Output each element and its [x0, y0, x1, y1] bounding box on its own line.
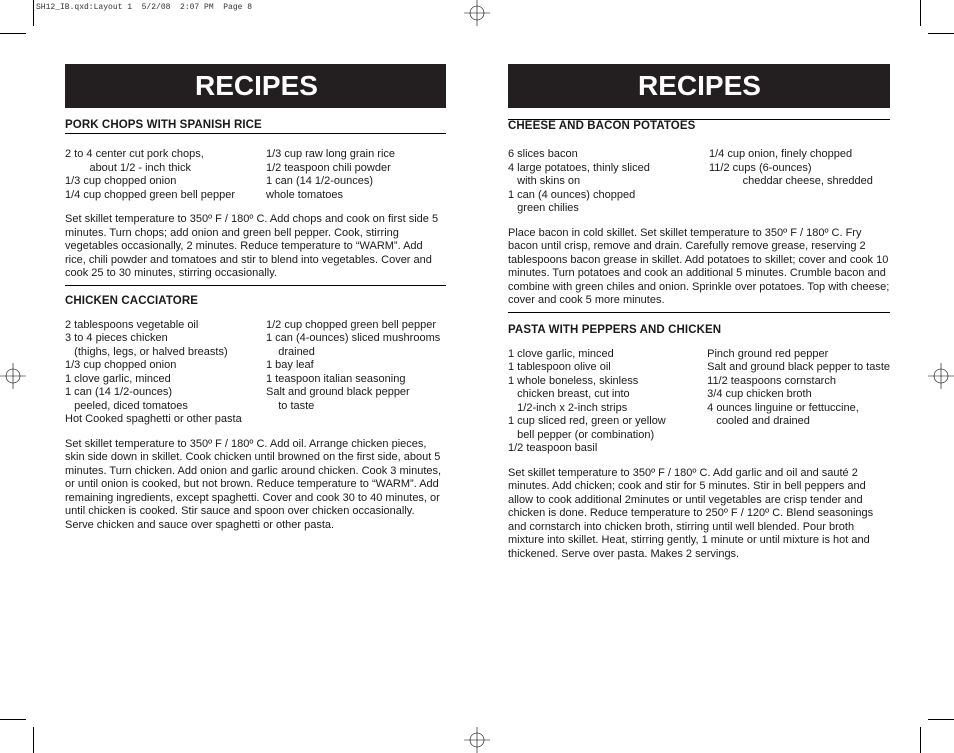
ingredient-column	[266, 148, 395, 202]
ingredient-line: 3 to 4 pieces chicken	[65, 332, 168, 344]
ingredient-line: 11/2 cups (6-ounces)	[709, 161, 812, 174]
crop-mark	[0, 33, 26, 34]
page-banner: RECIPES	[508, 64, 890, 108]
registration-mark-icon	[464, 0, 490, 26]
ingredient-column	[508, 148, 709, 216]
ingredient-line: bell pepper (or combination)	[508, 428, 655, 441]
ingredient-line: whole tomatoes	[266, 188, 344, 201]
right-page	[508, 64, 890, 561]
ingredient-line: 4 large potatoes, thinly sliced	[508, 161, 650, 174]
ingredient-line: peeled, diced tomatoes	[65, 399, 188, 412]
crop-mark	[928, 719, 954, 720]
ingredient-column	[709, 148, 873, 216]
ingredient-line: 6 slices bacon	[508, 148, 578, 160]
ingredient-column	[65, 148, 266, 202]
recipe-chicken-cacciatore	[65, 295, 446, 533]
crop-mark	[920, 0, 921, 26]
ingredient-line: 1/4 cup chopped green bell pepper	[65, 188, 236, 201]
registration-mark-icon	[464, 727, 490, 753]
ingredient-line: 1 tablespoon olive oil	[508, 361, 611, 373]
ingredient-line: Pinch ground red pepper	[707, 347, 829, 360]
ingredient-line: with skins on	[508, 175, 581, 187]
left-page	[65, 64, 446, 532]
ingredient-line: 1 bay leaf	[266, 359, 314, 371]
ingredient-column	[65, 319, 266, 427]
ingredient-column	[508, 348, 707, 456]
ingredient-line: 1 can (14 1/2-ounces)	[65, 386, 173, 398]
ingredients	[508, 148, 890, 216]
ingredient-line: 1/2 teaspoon chili powder	[266, 161, 391, 174]
ingredients	[508, 348, 890, 456]
ingredient-line: Salt and ground black pepper	[266, 386, 410, 398]
ingredient-line: 1 cup sliced red, green or yellow	[508, 415, 666, 427]
crop-mark	[33, 0, 34, 26]
ingredient-line: 1 clove garlic, minced	[65, 372, 171, 385]
recipe-directions: Place bacon in cold skillet. Set skillet temperature to 350º F / 180º C. Fry bacon until crisp, remove and drain. Carefully remove grease, reserving 2 tablespoons bacon grease in skillet. Add potatoes to skillet; cover and cook 10 minutes. Turn potatoes and cook an additional 5 minutes. Crumble bacon and combine with green chiles and onion. Sprinkle over potatoes. Top with cheese; cover and cook 5 more minutes.	[508, 226, 890, 306]
ingredients	[65, 319, 446, 427]
ingredient-line: 2 tablespoons vegetable oil	[65, 318, 199, 331]
ingredient-line: to taste	[266, 399, 315, 412]
ingredient-line: 1 can (4-ounces) sliced mushrooms	[266, 332, 441, 344]
ingredient-line: 1/4 cup onion, finely chopped	[709, 148, 853, 160]
section-divider	[65, 285, 446, 286]
ingredient-line: 1/2 teaspoon basil	[508, 442, 598, 454]
registration-mark-icon	[0, 363, 26, 389]
recipe-directions: Set skillet temperature to 350º F / 180º C. Add oil. Arrange chicken pieces, skin side down in skillet. Cook chicken until browned on the first side, about 5 minutes. Turn chicken. Add onion and garlic around chicken. Cook 3 minutes, or until onion is cooked, but not brown. Reduce temperature to “WARM”. Add remaining ingredients, except spaghetti. Cover and cook 30 to 40 minutes, or until chicken is cooked. Stir sauce and spoon over chicken occasionally. Serve chicken and sauce over spaghetti or other pasta.	[65, 437, 442, 531]
ingredient-line: 1 teaspoon italian seasoning	[266, 372, 406, 385]
ingredient-line: green chilies	[508, 202, 579, 214]
ingredient-line: 1/3 cup chopped onion	[65, 175, 177, 187]
ingredient-line: cheddar cheese, shredded	[709, 175, 873, 187]
ingredient-line: 1 can (4 ounces) chopped	[508, 188, 636, 201]
ingredient-line: 1 clove garlic, minced	[508, 347, 614, 360]
ingredient-line: 1/2 cup chopped green bell pepper	[266, 318, 437, 331]
recipe-title: CHEESE AND BACON POTATOES	[508, 119, 890, 134]
ingredient-line: Salt and ground black pepper to taste	[707, 361, 890, 373]
ingredient-line: 2 to 4 center cut pork chops,	[65, 148, 204, 160]
ingredients	[65, 148, 446, 202]
ingredient-line: 1/3 cup chopped onion	[65, 359, 177, 371]
registration-mark-icon	[928, 363, 954, 389]
ingredient-line: 11/2 teaspoons cornstarch	[707, 374, 836, 387]
ingredient-line: 3/4 cup chicken broth	[707, 388, 812, 400]
ingredient-line: 1 can (14 1/2-ounces)	[266, 175, 374, 187]
ingredient-column	[707, 348, 890, 456]
print-slug: SH12_IB.qxd:Layout 1 5/2/08 2:07 PM Page 8	[36, 3, 253, 12]
crop-mark	[920, 727, 921, 753]
recipe-title: PORK CHOPS WITH SPANISH RICE	[65, 119, 446, 134]
page-banner: RECIPES	[65, 64, 446, 108]
crop-mark	[33, 727, 34, 753]
ingredient-column	[266, 319, 440, 427]
recipe-cheese-bacon-potatoes	[508, 119, 890, 308]
ingredient-line: 1/3 cup raw long grain rice	[266, 148, 396, 160]
recipe-directions: Set skillet temperature to 350º F / 180º C. Add chops and cook on first side 5 minutes. Turn chops; add onion and green bell pepper. Cook, stirring vegetables occasionally, 2 minutes. Reduce temperature to “WARM”. Add rice, chili powder and tomatoes and stir to blend into vegetables. Cover and cook 25 to 30 minutes, stirring occasionally.	[65, 213, 439, 279]
ingredient-line: 4 ounces linguine or fettuccine,	[707, 401, 859, 414]
recipe-directions: Set skillet temperature to 350º F / 180º C. Add garlic and oil and sauté 2 minutes. Add chicken; cook and stir for 5 minutes. Stir in bell peppers and allow to cook additional 2minutes or until vegetables are crisp tender and chicken is done. Reduce temperature to 250º F / 120º C. Blend seasonings and cornstarch into chicken broth, stirring until well blended. Pour broth mixture into skillet. Heat, stirring gently, 1 minute or until mixture is hot and thickened. Serve over pasta. Makes 2 servings.	[508, 466, 874, 560]
recipe-title: CHICKEN CACCIATORE	[65, 294, 198, 307]
recipe-pasta-peppers-chicken	[508, 324, 890, 562]
ingredient-line: chicken breast, cut into	[508, 388, 630, 400]
ingredient-line: 1/2-inch x 2-inch strips	[508, 401, 628, 414]
recipe-title: PASTA WITH PEPPERS AND CHICKEN	[508, 323, 722, 336]
ingredient-line: (thighs, legs, or halved breasts)	[65, 345, 228, 358]
ingredient-line: drained	[266, 345, 315, 358]
ingredient-line: cooled and drained	[707, 415, 810, 427]
crop-mark	[0, 719, 26, 720]
recipe-pork-chops	[65, 119, 446, 281]
crop-mark	[928, 33, 954, 34]
ingredient-line: about 1/2 - inch thick	[65, 161, 191, 174]
ingredient-line: Hot Cooked spaghetti or other pasta	[65, 413, 242, 425]
section-divider	[508, 312, 890, 313]
ingredient-line: 1 whole boneless, skinless	[508, 374, 639, 387]
